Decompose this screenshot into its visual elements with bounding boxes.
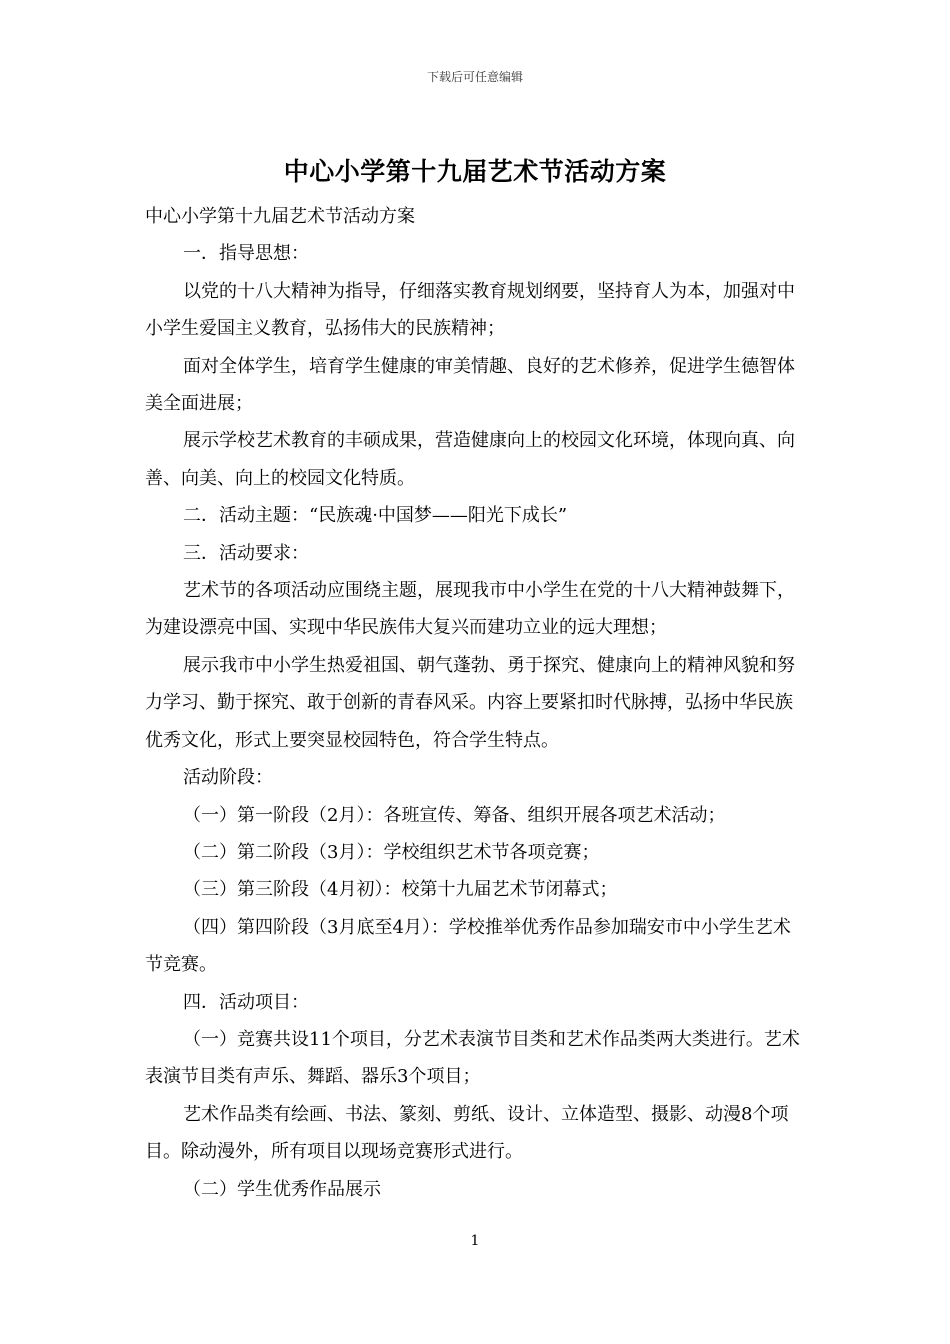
heading-activity-theme: 二．活动主题：“民族魂·中国梦——阳光下成长” <box>183 505 568 527</box>
paragraph: 面对全体学生，培育学生健康的审美情趣、良好的艺术修养，促进学生德智体美全面进展； <box>145 355 795 415</box>
paragraph: 展示我市中小学生热爱祖国、朝气蓬勃、勇于探究、健康向上的精神风貌和努力学习、勤于探究、敢于创新的青春风采。内容上要紧扣时代脉搏，弘扬中华民族优秀文化，形式上要突显校园特色，符合学生特点。 <box>145 654 795 751</box>
document-body <box>145 198 807 1208</box>
list-item: （三）第三阶段（4月初）：校第十九届艺术节闭幕式； <box>183 879 618 901</box>
paragraph: 以党的十八大精神为指导，仔细落实教育规划纲要，坚持育人为本，加强对中小学生爱国主义教育，弘扬伟大的民族精神； <box>145 280 795 340</box>
paragraph-subtitle: 中心小学第十九届艺术节活动方案 <box>145 206 415 227</box>
paragraph: 艺术作品类有绘画、书法、篆刻、剪纸、设计、立体造型、摄影、动漫8个项目。除动漫外，所有项目以现场竞赛形式进行。 <box>145 1103 789 1163</box>
list-item: （一）第一阶段（2月）：各班宣传、筹备、组织开展各项艺术活动； <box>183 804 726 826</box>
list-item: （四）第四阶段（3月底至4月）：学校推举优秀作品参加瑞安市中小学生艺术节竞赛。 <box>145 916 791 976</box>
page-number: 1 <box>470 1233 480 1249</box>
heading-activity-requirements: 三．活动要求： <box>183 542 309 564</box>
paragraph: （二）学生优秀作品展示 <box>183 1178 381 1200</box>
paragraph: 艺术节的各项活动应围绕主题，展现我市中小学生在党的十八大精神鼓舞下，为建设漂亮中国、实现中华民族伟大复兴而建功立业的远大理想； <box>145 580 795 639</box>
paragraph: 展示学校艺术教育的丰硕成果，营造健康向上的校园文化环境，体现向真、向善、向美、向上的校园文化特质。 <box>145 430 795 489</box>
header-note: 下载后可任意编辑 <box>426 70 523 84</box>
paragraph: （一）竞赛共设11个项目，分艺术表演节目类和艺术作品类两大类进行。艺术表演节目类有声乐、舞蹈、器乐3个项目； <box>145 1028 800 1088</box>
list-item: （二）第二阶段（3月）：学校组织艺术节各项竞赛； <box>183 841 600 863</box>
heading-activity-items: 四．活动项目： <box>183 991 309 1013</box>
document-title: 中心小学第十九届艺术节活动方案 <box>283 157 667 186</box>
heading-guiding-ideology: 一．指导思想： <box>183 243 309 265</box>
heading-activity-stages: 活动阶段： <box>183 767 273 789</box>
